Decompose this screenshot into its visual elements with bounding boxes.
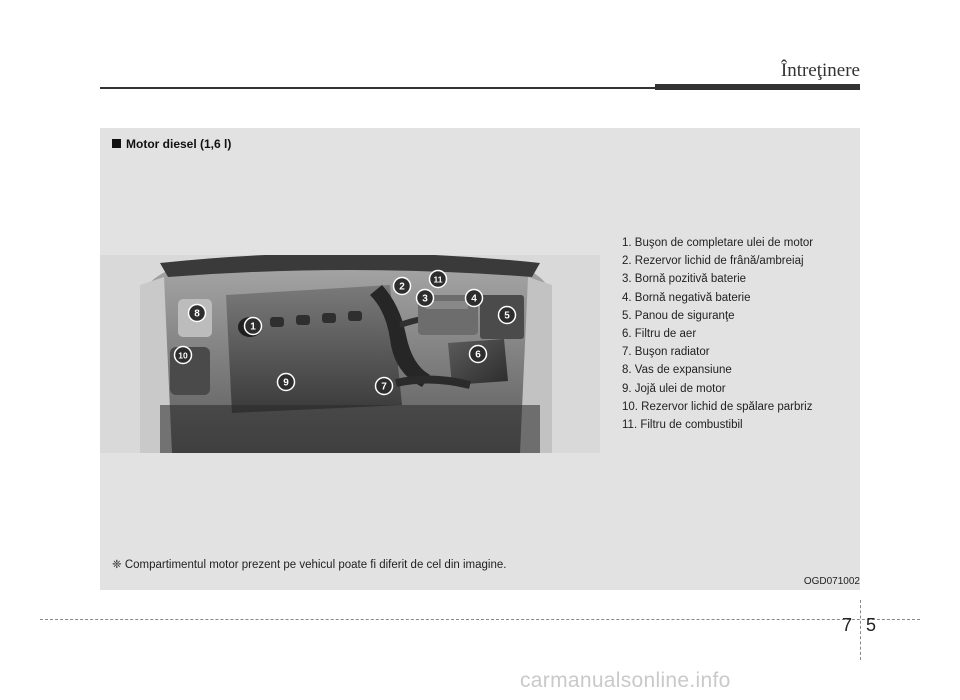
footer-divider [40, 619, 920, 620]
page-header-title: Întreţinere [780, 60, 860, 81]
callout-1: 1 [250, 321, 256, 333]
figure-code: OGD071002 [803, 576, 860, 587]
legend-item: 11. Filtru de combustibil [622, 418, 743, 431]
square-bullet-icon [112, 139, 121, 148]
legend-item: 4. Bornă negativă baterie [622, 291, 751, 304]
legend-item: 9. Jojă ulei de motor [622, 382, 726, 395]
legend-item: 6. Filtru de aer [622, 327, 697, 340]
legend-item: 2. Rezervor lichid de frână/ambreiaj [622, 255, 804, 268]
section-title [112, 137, 231, 151]
callout-2: 2 [399, 281, 405, 293]
legend-item: 7. Buşon radiator [622, 346, 710, 359]
engine-compartment-photo [100, 255, 600, 453]
callout-5: 5 [504, 310, 510, 322]
callout-9: 9 [283, 377, 289, 389]
header-rule [100, 87, 655, 89]
callout-7: 7 [381, 381, 387, 393]
callout-11: 11 [433, 274, 443, 285]
callout-6: 6 [475, 349, 481, 361]
legend-item: 5. Panou de siguranţe [622, 309, 735, 322]
legend-item: 1. Buşon de completare ulei de motor [622, 237, 814, 249]
callout-3: 3 [422, 293, 428, 305]
legend-item: 10. Rezervor lichid de spălare parbriz [622, 400, 813, 413]
section-title-text: Motor diesel (1,6 l) [126, 137, 232, 151]
callout-10: 10 [178, 350, 188, 361]
page-number: 5 [866, 615, 877, 635]
legend-item: 8. Vas de expansiune [622, 364, 732, 377]
legend-item: 3. Bornă pozitivă baterie [622, 273, 747, 286]
parts-legend [622, 234, 813, 434]
callout-4: 4 [471, 293, 477, 305]
header-rule-accent [655, 84, 860, 90]
chapter-number: 7 [842, 615, 853, 635]
watermark: carmanualsonline.info [520, 669, 731, 692]
callout-8: 8 [194, 308, 200, 320]
page-number-divider [860, 600, 861, 660]
disclaimer-note: ❈ Compartimentul motor prezent pe vehicul poate fi diferit de cel din imagine. [112, 559, 507, 571]
